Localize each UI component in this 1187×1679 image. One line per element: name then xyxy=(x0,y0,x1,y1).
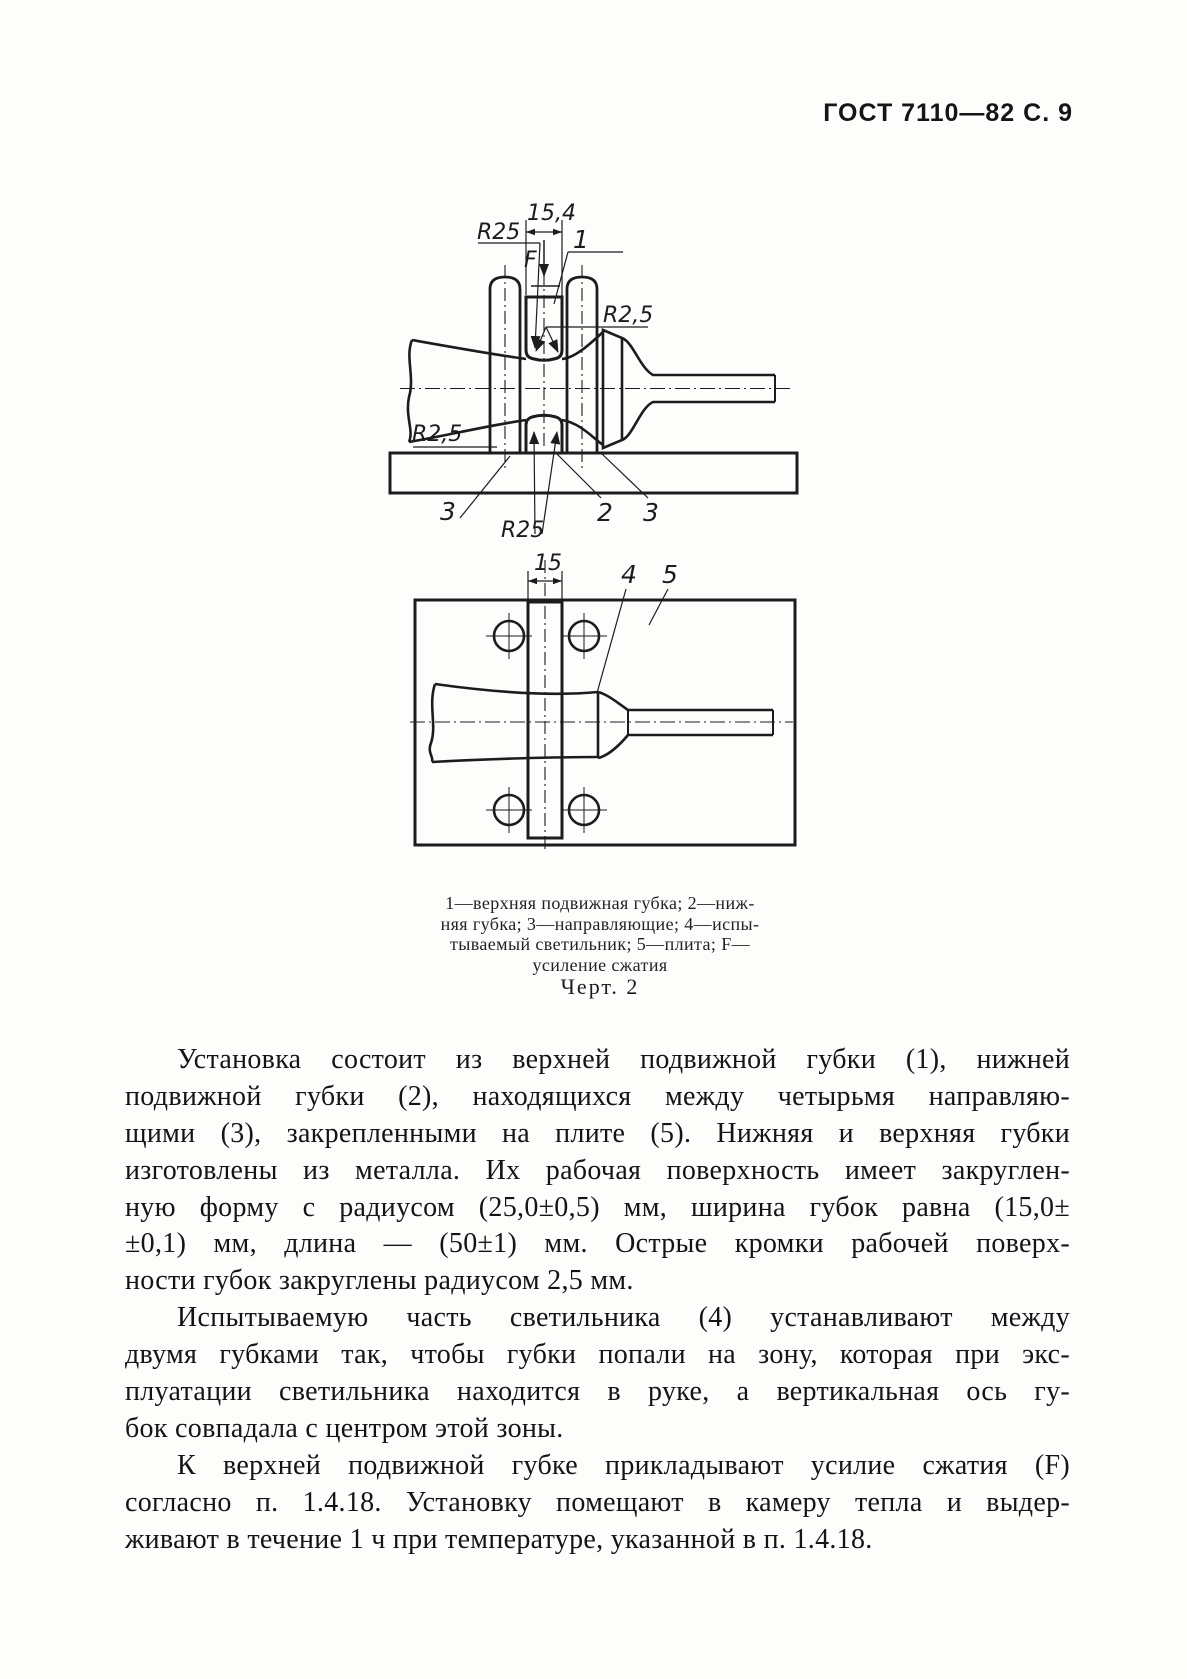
part4-label: 4 xyxy=(621,560,637,589)
r25-bottom-label: R25 xyxy=(501,518,545,543)
r25-top-label: R25 xyxy=(477,220,521,245)
paragraph-3-line: живают в течение 1 ч при температуре, указанной в п. 1.4.18. xyxy=(125,1523,873,1555)
figure2-top-view-drawing xyxy=(385,545,805,855)
caption-line: 1—верхняя подвижная губка; 2—ниж- xyxy=(445,893,755,913)
figure1-side-view-drawing xyxy=(385,192,805,547)
r2-5-left-label: R2,5 xyxy=(412,422,463,447)
paragraph-1-line: ности губок закруглены радиусом 2,5 мм. xyxy=(125,1265,634,1297)
figure-caption xyxy=(390,893,810,975)
paragraph-2-line: плуатации светильника находится в руке, а вертикальная ось гу- xyxy=(125,1376,1070,1408)
paragraph-1-line: изготовлены из металла. Их рабочая поверхность имеет закруглен- xyxy=(125,1154,1070,1186)
r2-5-right-label: R2,5 xyxy=(603,303,654,328)
paragraph-1-line: ную форму с радиусом (25,0±0,5) мм, ширина губок равна (15,0± xyxy=(125,1191,1070,1223)
paragraph-2-line: Испытываемую часть светильника (4) устанавливают между xyxy=(177,1302,1070,1334)
paragraph-2-line: бок совпадала с центром этой зоны. xyxy=(125,1412,564,1444)
caption-line: тываемый светильник; 5—плита; F— xyxy=(449,934,751,954)
paragraph-1-line: Установка состоит из верхней подвижной губки (1), нижней xyxy=(177,1044,1070,1075)
paragraph-1-line: подвижной губки (2), находящихся между четырьмя направляю- xyxy=(125,1080,1070,1112)
part1-label: 1 xyxy=(573,225,589,254)
part3-left-label: 3 xyxy=(440,497,456,526)
caption-line: усиление сжатия xyxy=(532,954,668,975)
part4-5-leaders xyxy=(597,589,668,693)
paragraph-1-line: ±0,1) мм, длина — (50±1) мм. Острые кромки рабочей поверх- xyxy=(125,1228,1070,1260)
figure-number: Черт. 2 xyxy=(560,974,640,999)
paragraph-3-line: согласно п. 1.4.18. Установку помещают в камеру тепла и выдер- xyxy=(125,1486,1070,1518)
paragraph-1-line: щими (3), закрепленными на плите (5). Нижняя и верхняя губки xyxy=(125,1117,1070,1149)
guide-holes xyxy=(486,613,607,833)
lamp-top-view xyxy=(430,684,773,762)
force-label: F xyxy=(524,248,537,273)
base-plate xyxy=(390,453,797,493)
page-header: ГОСТ 7110—82 С. 9 xyxy=(823,99,1073,127)
paragraph-2-line: двумя губками так, чтобы губки попали на зону, которая при экс- xyxy=(125,1339,1070,1371)
body-text xyxy=(125,1042,1070,1558)
dim-15-label: 15 xyxy=(534,551,562,576)
dim-15-4-label: 15,4 xyxy=(527,201,576,226)
caption-line: няя губка; 3—направляющие; 4—испы- xyxy=(440,913,760,934)
part2-label: 2 xyxy=(597,498,613,527)
paragraph-3-line: К верхней подвижной губке прикладывают усилие сжатия (F) xyxy=(177,1449,1070,1481)
part3-right-label: 3 xyxy=(643,498,659,527)
part5-label: 5 xyxy=(662,560,678,589)
